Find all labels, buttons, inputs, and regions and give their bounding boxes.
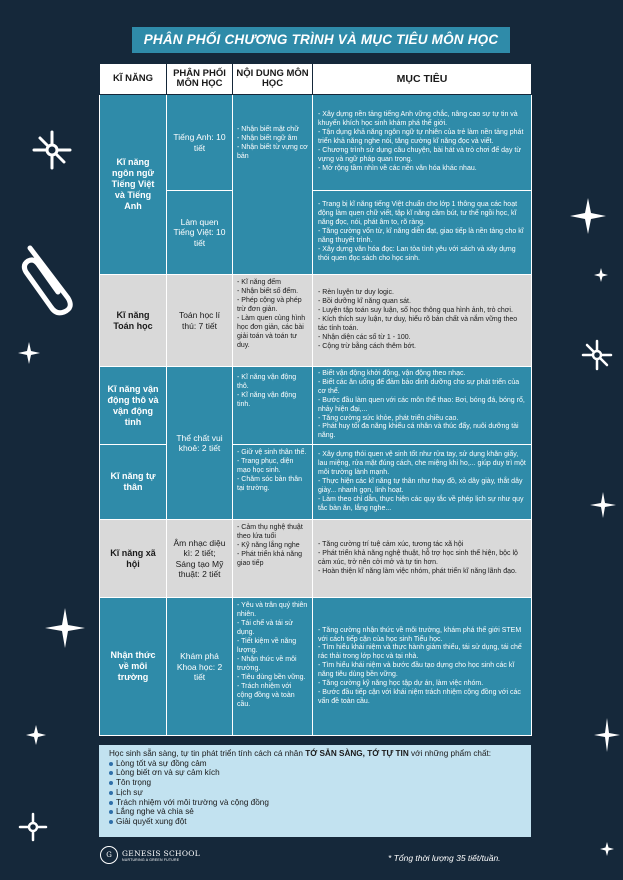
skill-cell: Kĩ năng vận động thô và vận động tinh (100, 367, 167, 445)
sparkle-icon (570, 198, 606, 234)
content-cell: - Kĩ năng vận động thô. - Kĩ năng vận động tinh. (233, 367, 313, 445)
logo-tagline: NURTURING A GREEN FUTURE (122, 857, 180, 862)
sparkle-icon (26, 725, 46, 745)
curriculum-table (99, 63, 531, 736)
goal-cell: - Biết vận động khởi động, vận động theo nhạc. - Biết các ăn uống để đảm bảo dinh dưỡng cho sự phát triển của cơ thể. - Bước đầu làm quen với các môn thể thao: Bơi, bóng đá, bóng rổ, nhảy hiện đại,... - Tăng cường sức khỏe, phát triển chiều cao. - Phát huy tối đa năng khiếu cá nhân và thúc đẩy, nuôi dưỡng tài năng. (313, 367, 532, 445)
table-row (100, 445, 532, 520)
header-skill: KĨ NĂNG (100, 64, 167, 95)
qualities-intro: Học sinh sẵn sàng, tự tin phát triển tính cách cá nhân TỚ SẴN SÀNG, TỚ TỰ TIN với những phẩm chất: (109, 749, 492, 758)
sparkle-icon (594, 268, 608, 282)
qualities-list (109, 759, 521, 827)
table-row (100, 367, 532, 445)
header-subject: PHÂN PHỐI MÔN HỌC (167, 64, 233, 95)
table-row (100, 520, 532, 598)
qualities-box (99, 745, 531, 837)
subject-cell: Tiếng Anh: 10 tiết (167, 95, 233, 191)
skill-cell: Kĩ năng Toán học (100, 275, 167, 367)
list-item: Tôn trọng (109, 778, 521, 788)
table-row (100, 275, 532, 367)
content-cell: - Giữ vệ sinh thân thể. - Trang phục, diện mạo học sinh. - Chăm sóc bản thân tại trường. (233, 445, 313, 520)
content-cell: - Kĩ năng đếm - Nhận biết số đếm. - Phép cộng và phép trừ đơn giản. - Làm quen cùng hình học đơn giản, các bài giải toán và toán tư duy. (233, 275, 313, 367)
table-row (100, 95, 532, 191)
footnote: * Tổng thời lượng 35 tiết/tuần. (388, 853, 501, 863)
header-content: NỘI DUNG MÔN HỌC (233, 64, 313, 95)
skill-cell: Kĩ năng xã hội (100, 520, 167, 598)
sparkle-icon (600, 842, 614, 856)
molecule-icon (18, 812, 48, 842)
list-item: Giải quyết xung đột (109, 817, 521, 827)
sparkle-icon (594, 718, 620, 752)
list-item: Lắng nghe và chia sẻ (109, 807, 521, 817)
goal-cell: - Tăng cường nhận thức về môi trường, khám phá thế giới STEM với cách tiếp cận của học sinh Tiểu học. - Tìm hiểu khái niệm và thực hành giảm thiểu, tái sử dụng, tái chế rác thải trong lớp học và tại nhà. - Tìm hiểu khái niệm và bước đầu tạo dựng cho học sinh các kĩ năng tiêu dùng bền vững. - Tăng cường kỹ năng học tập dự án, làm việc nhóm. - Bước đầu tiếp cận với khái niệm trách nhiệm cộng đồng với các vấn đề toàn cầu. (313, 598, 532, 736)
list-item: Lòng tốt và sự đồng cảm (109, 759, 521, 769)
goal-cell: - Rèn luyện tư duy logic. - Bồi dưỡng kĩ năng quan sát. - Luyện tập toán suy luận, số học thông qua hình ảnh, trò chơi. - Kích thích suy luận, tư duy, hiểu rõ bản chất và nắm vững theo tác tính toán. - Nhận diện các số từ 1 - 100. - Cộng trừ bằng cách thêm bớt. (313, 275, 532, 367)
content-cell: - Nhận biết mặt chữ - Nhận biết ngữ âm - Nhận biết từ vựng cơ bản (233, 95, 313, 275)
subject-cell: Làm quen Tiếng Việt: 10 tiết (167, 191, 233, 275)
goal-cell: - Xây dựng nền tảng tiếng Anh vững chắc, nâng cao sự tự tin và khuyến khích học sinh khám phá thế giới. - Tận dụng khả năng ngôn ngữ tự nhiên của trẻ làm nền tảng phát triển khả năng nghe nói, tăng cường kĩ năng đọc và viết. - Chương trình sử dụng câu chuyện, bài hát và trò chơi để dạy từ vựng và ngữ pháp quan trọng. - Mở rộng tầm nhìn về các nền văn hóa khác nhau. (313, 95, 532, 191)
school-logo (100, 846, 200, 864)
paperclip-icon (18, 238, 78, 318)
subject-cell: Thể chất vui khoẻ: 2 tiết (167, 367, 233, 520)
skill-cell: Nhận thức về môi trường (100, 598, 167, 736)
molecule-icon (30, 128, 74, 172)
sparkle-icon (18, 342, 40, 364)
logo-mark: G (100, 846, 118, 864)
goal-cell: - Trang bị kĩ năng tiếng Việt chuẩn cho lớp 1 thông qua các hoạt động làm quen chữ viết, tập kĩ năng cầm bút, tư thế ngồi học, kĩ năng đọc, nói, phát âm to, rõ ràng. - Tăng cường vốn từ, kĩ năng diễn đạt, giao tiếp là nền tảng cho kĩ năng thuyết trình. - Xây dựng văn hóa đọc: Lan tỏa tình yêu với sách và xây dựng thói quen đọc sách cho học sinh. (313, 191, 532, 275)
header-goals: MỤC TIÊU (313, 64, 532, 95)
skill-cell: Kĩ năng tự thân (100, 445, 167, 520)
goal-cell: - Tăng cường trí tuệ cảm xúc, tương tác xã hội - Phát triển khả năng nghệ thuật, hỗ trợ học sinh thể hiện, bộc lộ cảm xúc, trở nên cởi mở và tự tin hơn. - Hoàn thiện kĩ năng làm việc nhóm, phát triển kĩ năng lãnh đạo. (313, 520, 532, 598)
logo-name: GENESIS SCHOOL (122, 848, 201, 858)
table-header-row (100, 64, 532, 95)
page-title: PHÂN PHỐI CHƯƠNG TRÌNH VÀ MỤC TIÊU MÔN HỌC (132, 27, 510, 53)
list-item: Trách nhiệm với môi trường và cộng đồng (109, 798, 521, 808)
content-cell: - Yêu và trân quý thiên nhiên. - Tái chế và tái sử dụng. - Tiết kiệm về năng lượng. - Nhận thức về môi trường. - Tiêu dùng bền vững. - Trách nhiệm với cộng đồng và toàn cầu. (233, 598, 313, 736)
goal-cell: - Xây dựng thói quen vệ sinh tốt như rửa tay, sử dụng khăn giấy, lau miệng, rửa mặt đúng cách, che miệng khi ho,... giúp duy trì một môi trường lành mạnh. - Thực hiện các kĩ năng tự thân như thay đồ, xỏ dây giày, thắt dây giày... nhanh gọn, linh hoạt. - Làm theo chỉ dẫn, thực hiện các quy tắc về phép lịch sự như quy tắc bàn ăn, lắng nghe... (313, 445, 532, 520)
subject-cell: Âm nhạc diệu kì: 2 tiết; Sáng tạo Mỹ thuật: 2 tiết (167, 520, 233, 598)
molecule-icon (580, 338, 614, 372)
sparkle-icon (590, 492, 616, 518)
content-cell: - Cảm thụ nghệ thuật theo lứa tuổi - Kỹ năng lắng nghe - Phát triển khả năng giao tiếp (233, 520, 313, 598)
table-row (100, 598, 532, 736)
skill-cell: Kĩ năng ngôn ngữ Tiếng Việt và Tiếng Anh (100, 95, 167, 275)
list-item: Lịch sự (109, 788, 521, 798)
subject-cell: Toán học lí thú: 7 tiết (167, 275, 233, 367)
subject-cell: Khám phá Khoa học: 2 tiết (167, 598, 233, 736)
sparkle-icon (45, 608, 85, 648)
list-item: Lòng biết ơn và sự cảm kích (109, 768, 521, 778)
